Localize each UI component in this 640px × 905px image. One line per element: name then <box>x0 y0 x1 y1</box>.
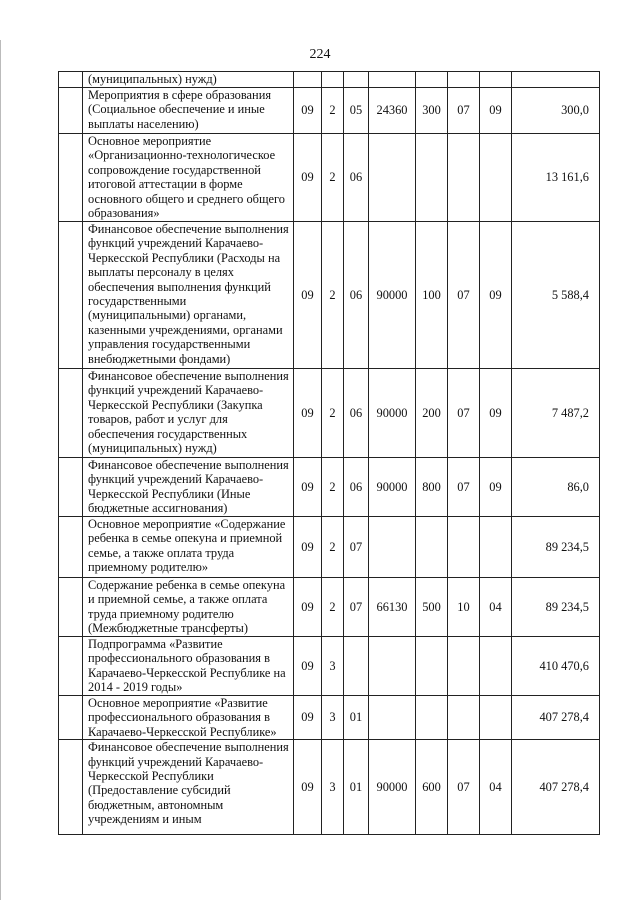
code-cell-c2: 2 <box>322 88 344 134</box>
code-cell-c5 <box>416 637 448 696</box>
code-cell-c2: 2 <box>322 458 344 517</box>
code-cell-c7: 09 <box>480 222 512 369</box>
code-cell-c7: 04 <box>480 578 512 637</box>
row-index-cell <box>59 72 83 88</box>
code-cell-c7 <box>480 696 512 740</box>
code-cell-c4: 24360 <box>369 88 416 134</box>
code-cell-c4 <box>369 134 416 222</box>
row-index-cell <box>59 740 83 835</box>
code-cell-c5: 500 <box>416 578 448 637</box>
code-cell-c1: 09 <box>294 88 322 134</box>
table-row <box>59 740 600 835</box>
code-cell-c5 <box>416 134 448 222</box>
page-edge-mark <box>0 40 5 900</box>
code-cell-c5: 600 <box>416 740 448 835</box>
code-cell-c2: 2 <box>322 517 344 578</box>
code-cell-c3: 06 <box>344 458 369 517</box>
item-name-cell: Финансовое обеспечение выполнения функций учреждений Карачаево-Черкесской Республики (Закупка товаров, работ и услуг для обеспечения государственных (муниципальных) нужд) <box>83 369 294 458</box>
item-name-cell: Основное мероприятие «Организационно-технологическое сопровождение государственной итоговой аттестации в форме основного общего и среднего общего образования» <box>83 134 294 222</box>
code-cell-c7 <box>480 134 512 222</box>
code-cell-c2: 3 <box>322 637 344 696</box>
code-cell-c5: 300 <box>416 88 448 134</box>
code-cell-c5 <box>416 696 448 740</box>
code-cell-c6 <box>448 134 480 222</box>
code-cell-c4 <box>369 696 416 740</box>
code-cell-c3: 07 <box>344 517 369 578</box>
code-cell-c4: 90000 <box>369 458 416 517</box>
code-cell-c3: 01 <box>344 696 369 740</box>
row-index-cell <box>59 637 83 696</box>
code-cell-c2: 2 <box>322 578 344 637</box>
amount-cell: 410 470,6 <box>512 637 600 696</box>
table-row <box>59 458 600 517</box>
code-cell-c7 <box>480 517 512 578</box>
code-cell-c3: 06 <box>344 222 369 369</box>
table-row <box>59 578 600 637</box>
item-name-cell: Финансовое обеспечение выполнения функций учреждений Карачаево-Черкесской Республики (Иные бюджетные ассигнования) <box>83 458 294 517</box>
code-cell-c1: 09 <box>294 578 322 637</box>
code-cell-c2: 3 <box>322 740 344 835</box>
code-cell-c1: 09 <box>294 369 322 458</box>
code-cell-c2: 2 <box>322 222 344 369</box>
amount-cell: 5 588,4 <box>512 222 600 369</box>
code-cell-c1: 09 <box>294 740 322 835</box>
row-index-cell <box>59 517 83 578</box>
code-cell-c1: 09 <box>294 222 322 369</box>
code-cell-c7: 09 <box>480 369 512 458</box>
code-cell-c5: 200 <box>416 369 448 458</box>
code-cell-c3: 05 <box>344 88 369 134</box>
table-row <box>59 637 600 696</box>
code-cell-c4: 90000 <box>369 740 416 835</box>
row-index-cell <box>59 88 83 134</box>
item-name-cell: Основное мероприятие «Содержание ребенка в семье опекуна и приемной семье, а также оплата труда приемному родителю» <box>83 517 294 578</box>
row-index-cell <box>59 458 83 517</box>
table-row <box>59 369 600 458</box>
item-name-cell: Основное мероприятие «Развитие профессионального образования в Карачаево-Черкесской Республике» <box>83 696 294 740</box>
code-cell-c1: 09 <box>294 458 322 517</box>
item-name-cell: Финансовое обеспечение выполнения функций учреждений Карачаево-Черкесской Республики (Предоставление субсидий бюджетным, автономным учреждениям и иным <box>83 740 294 835</box>
code-cell-c3: 07 <box>344 578 369 637</box>
code-cell-c5 <box>416 517 448 578</box>
code-cell-c3: 06 <box>344 369 369 458</box>
table-row <box>59 88 600 134</box>
item-name-cell: Содержание ребенка в семье опекуна и приемной семье, а также оплата труда приемному родителю (Межбюджетные трансферты) <box>83 578 294 637</box>
code-cell-c2: 2 <box>322 369 344 458</box>
code-cell-c7: 09 <box>480 88 512 134</box>
row-index-cell <box>59 696 83 740</box>
table-row <box>59 696 600 740</box>
code-cell-c6: 07 <box>448 88 480 134</box>
code-cell-c5: 800 <box>416 458 448 517</box>
code-cell-c3 <box>344 72 369 88</box>
code-cell-c5 <box>416 72 448 88</box>
code-cell-c7 <box>480 637 512 696</box>
table-row <box>59 72 600 88</box>
item-name-cell: Финансовое обеспечение выполнения функций учреждений Карачаево-Черкесской Республики (Расходы на выплаты персоналу в целях обеспечения выполнения функций государственными (муниципальными) органами, казенными учреждениями, органами управления государственными внебюджетными фондами) <box>83 222 294 369</box>
code-cell-c7 <box>480 72 512 88</box>
code-cell-c6: 07 <box>448 222 480 369</box>
row-index-cell <box>59 134 83 222</box>
code-cell-c4: 90000 <box>369 369 416 458</box>
code-cell-c4: 66130 <box>369 578 416 637</box>
code-cell-c7: 04 <box>480 740 512 835</box>
code-cell-c3 <box>344 637 369 696</box>
page-number: 224 <box>309 47 331 62</box>
code-cell-c6 <box>448 517 480 578</box>
amount-cell: 89 234,5 <box>512 517 600 578</box>
row-index-cell <box>59 578 83 637</box>
code-cell-c2 <box>322 72 344 88</box>
item-name-cell: Подпрограмма «Развитие профессионального образования в Карачаево-Черкесской Республике на 2014 - 2019 годы» <box>83 637 294 696</box>
amount-cell: 407 278,4 <box>512 696 600 740</box>
amount-cell <box>512 72 600 88</box>
amount-cell: 86,0 <box>512 458 600 517</box>
code-cell-c6 <box>448 637 480 696</box>
code-cell-c4: 90000 <box>369 222 416 369</box>
code-cell-c5: 100 <box>416 222 448 369</box>
table-row <box>59 517 600 578</box>
item-name-cell: Мероприятия в сфере образования (Социальное обеспечение и иные выплаты населению) <box>83 88 294 134</box>
code-cell-c6: 10 <box>448 578 480 637</box>
amount-cell: 89 234,5 <box>512 578 600 637</box>
code-cell-c6: 07 <box>448 740 480 835</box>
table-row <box>59 134 600 222</box>
code-cell-c1: 09 <box>294 134 322 222</box>
code-cell-c6: 07 <box>448 369 480 458</box>
budget-table <box>58 71 600 835</box>
code-cell-c3: 06 <box>344 134 369 222</box>
item-name-cell: (муниципальных) нужд) <box>83 72 294 88</box>
amount-cell: 7 487,2 <box>512 369 600 458</box>
code-cell-c7: 09 <box>480 458 512 517</box>
code-cell-c4 <box>369 72 416 88</box>
code-cell-c1: 09 <box>294 696 322 740</box>
code-cell-c1: 09 <box>294 517 322 578</box>
code-cell-c6 <box>448 72 480 88</box>
code-cell-c1: 09 <box>294 637 322 696</box>
row-index-cell <box>59 222 83 369</box>
code-cell-c2: 3 <box>322 696 344 740</box>
code-cell-c3: 01 <box>344 740 369 835</box>
code-cell-c6 <box>448 696 480 740</box>
row-index-cell <box>59 369 83 458</box>
table-row <box>59 222 600 369</box>
code-cell-c4 <box>369 637 416 696</box>
code-cell-c4 <box>369 517 416 578</box>
amount-cell: 13 161,6 <box>512 134 600 222</box>
amount-cell: 300,0 <box>512 88 600 134</box>
code-cell-c2: 2 <box>322 134 344 222</box>
code-cell-c1 <box>294 72 322 88</box>
amount-cell: 407 278,4 <box>512 740 600 835</box>
code-cell-c6: 07 <box>448 458 480 517</box>
